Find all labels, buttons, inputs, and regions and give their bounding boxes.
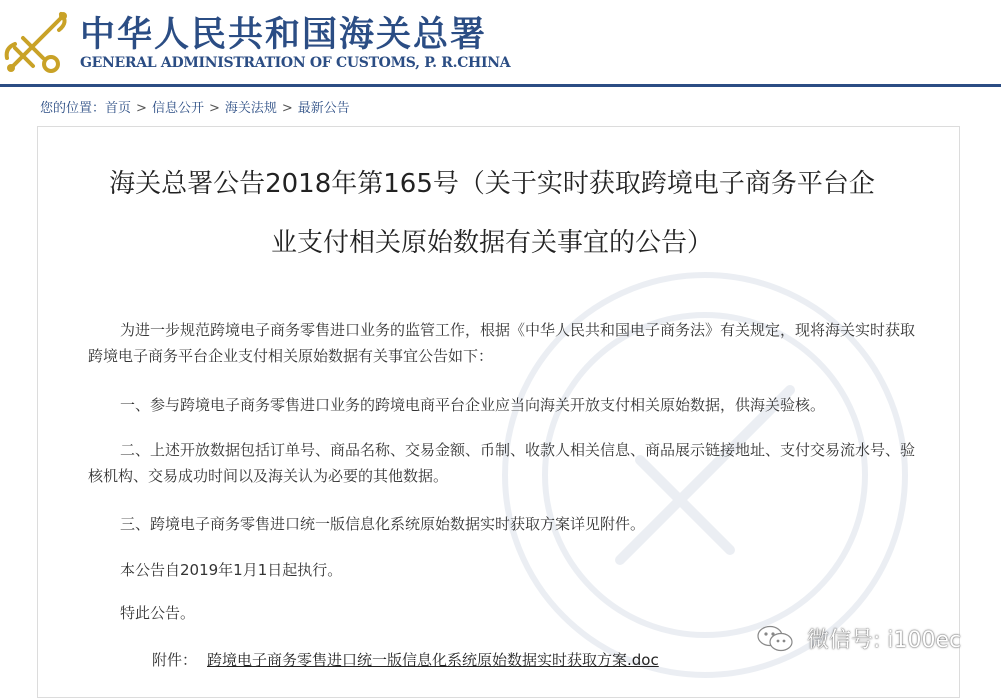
wechat-id-text: 微信号: i100ec [807, 628, 962, 653]
header-divider [0, 84, 1001, 87]
clause-2-paragraph: 二、上述开放数据包括订单号、商品名称、交易金额、币制、收款人相关信息、商品展示链接地址、支付交易流水号、验核机构、交易成功时间以及海关认为必要的其他数据。 [88, 441, 916, 485]
clause-1-paragraph: 一、参与跨境电子商务零售进口业务的跨境电商平台企业应当向海关开放支付相关原始数据，供海关验核。 [120, 396, 826, 414]
customs-emblem-icon[interactable] [3, 8, 73, 76]
document-title-line-2: 业支付相关原始数据有关事宜的公告） [270, 228, 713, 258]
site-title-en: GENERAL ADMINISTRATION OF CUSTOMS, P. R.CHINA [80, 55, 511, 71]
closing-paragraph: 特此公告。 [120, 604, 196, 622]
attachment-download-link[interactable]: 跨境电子商务零售进口统一版信息化系统原始数据实时获取方案.doc [207, 651, 659, 669]
clause-3-paragraph: 三、跨境电子商务零售进口统一版信息化系统原始数据实时获取方案详见附件。 [120, 515, 646, 533]
breadcrumb-home-link[interactable]: 首页 [105, 101, 132, 116]
site-title-cn: 中华人民共和国海关总署 [80, 14, 488, 55]
document-title-line-1: 海关总署公告2018年第165号（关于实时获取跨境电子商务平台企 [109, 169, 875, 199]
breadcrumb-info-public-link[interactable]: 信息公开 [151, 101, 204, 116]
site-header [0, 0, 1001, 84]
intro-paragraph: 为进一步规范跨境电子商务零售进口业务的监管工作，根据《中华人民共和国电子商务法》有关规定，现将海关实时获取跨境电子商务平台企业支付相关原始数据有关事宜公告如下： [88, 321, 916, 365]
breadcrumb-separator: > [208, 101, 220, 116]
effective-date-paragraph: 本公告自2019年1月1日起执行。 [120, 561, 343, 579]
document-title [52, 155, 932, 273]
breadcrumb-latest-notices-link[interactable]: 最新公告 [297, 101, 350, 116]
breadcrumb-separator: > [136, 101, 147, 116]
breadcrumb-customs-regulations-link[interactable]: 海关法规 [224, 101, 277, 116]
breadcrumb-separator: > [281, 101, 293, 116]
breadcrumb-prefix: 您的位置： [40, 101, 106, 116]
attachment-label: 附件： [152, 651, 198, 669]
wechat-id-badge [756, 623, 961, 655]
breadcrumb [40, 97, 350, 116]
wechat-icon [756, 624, 794, 654]
